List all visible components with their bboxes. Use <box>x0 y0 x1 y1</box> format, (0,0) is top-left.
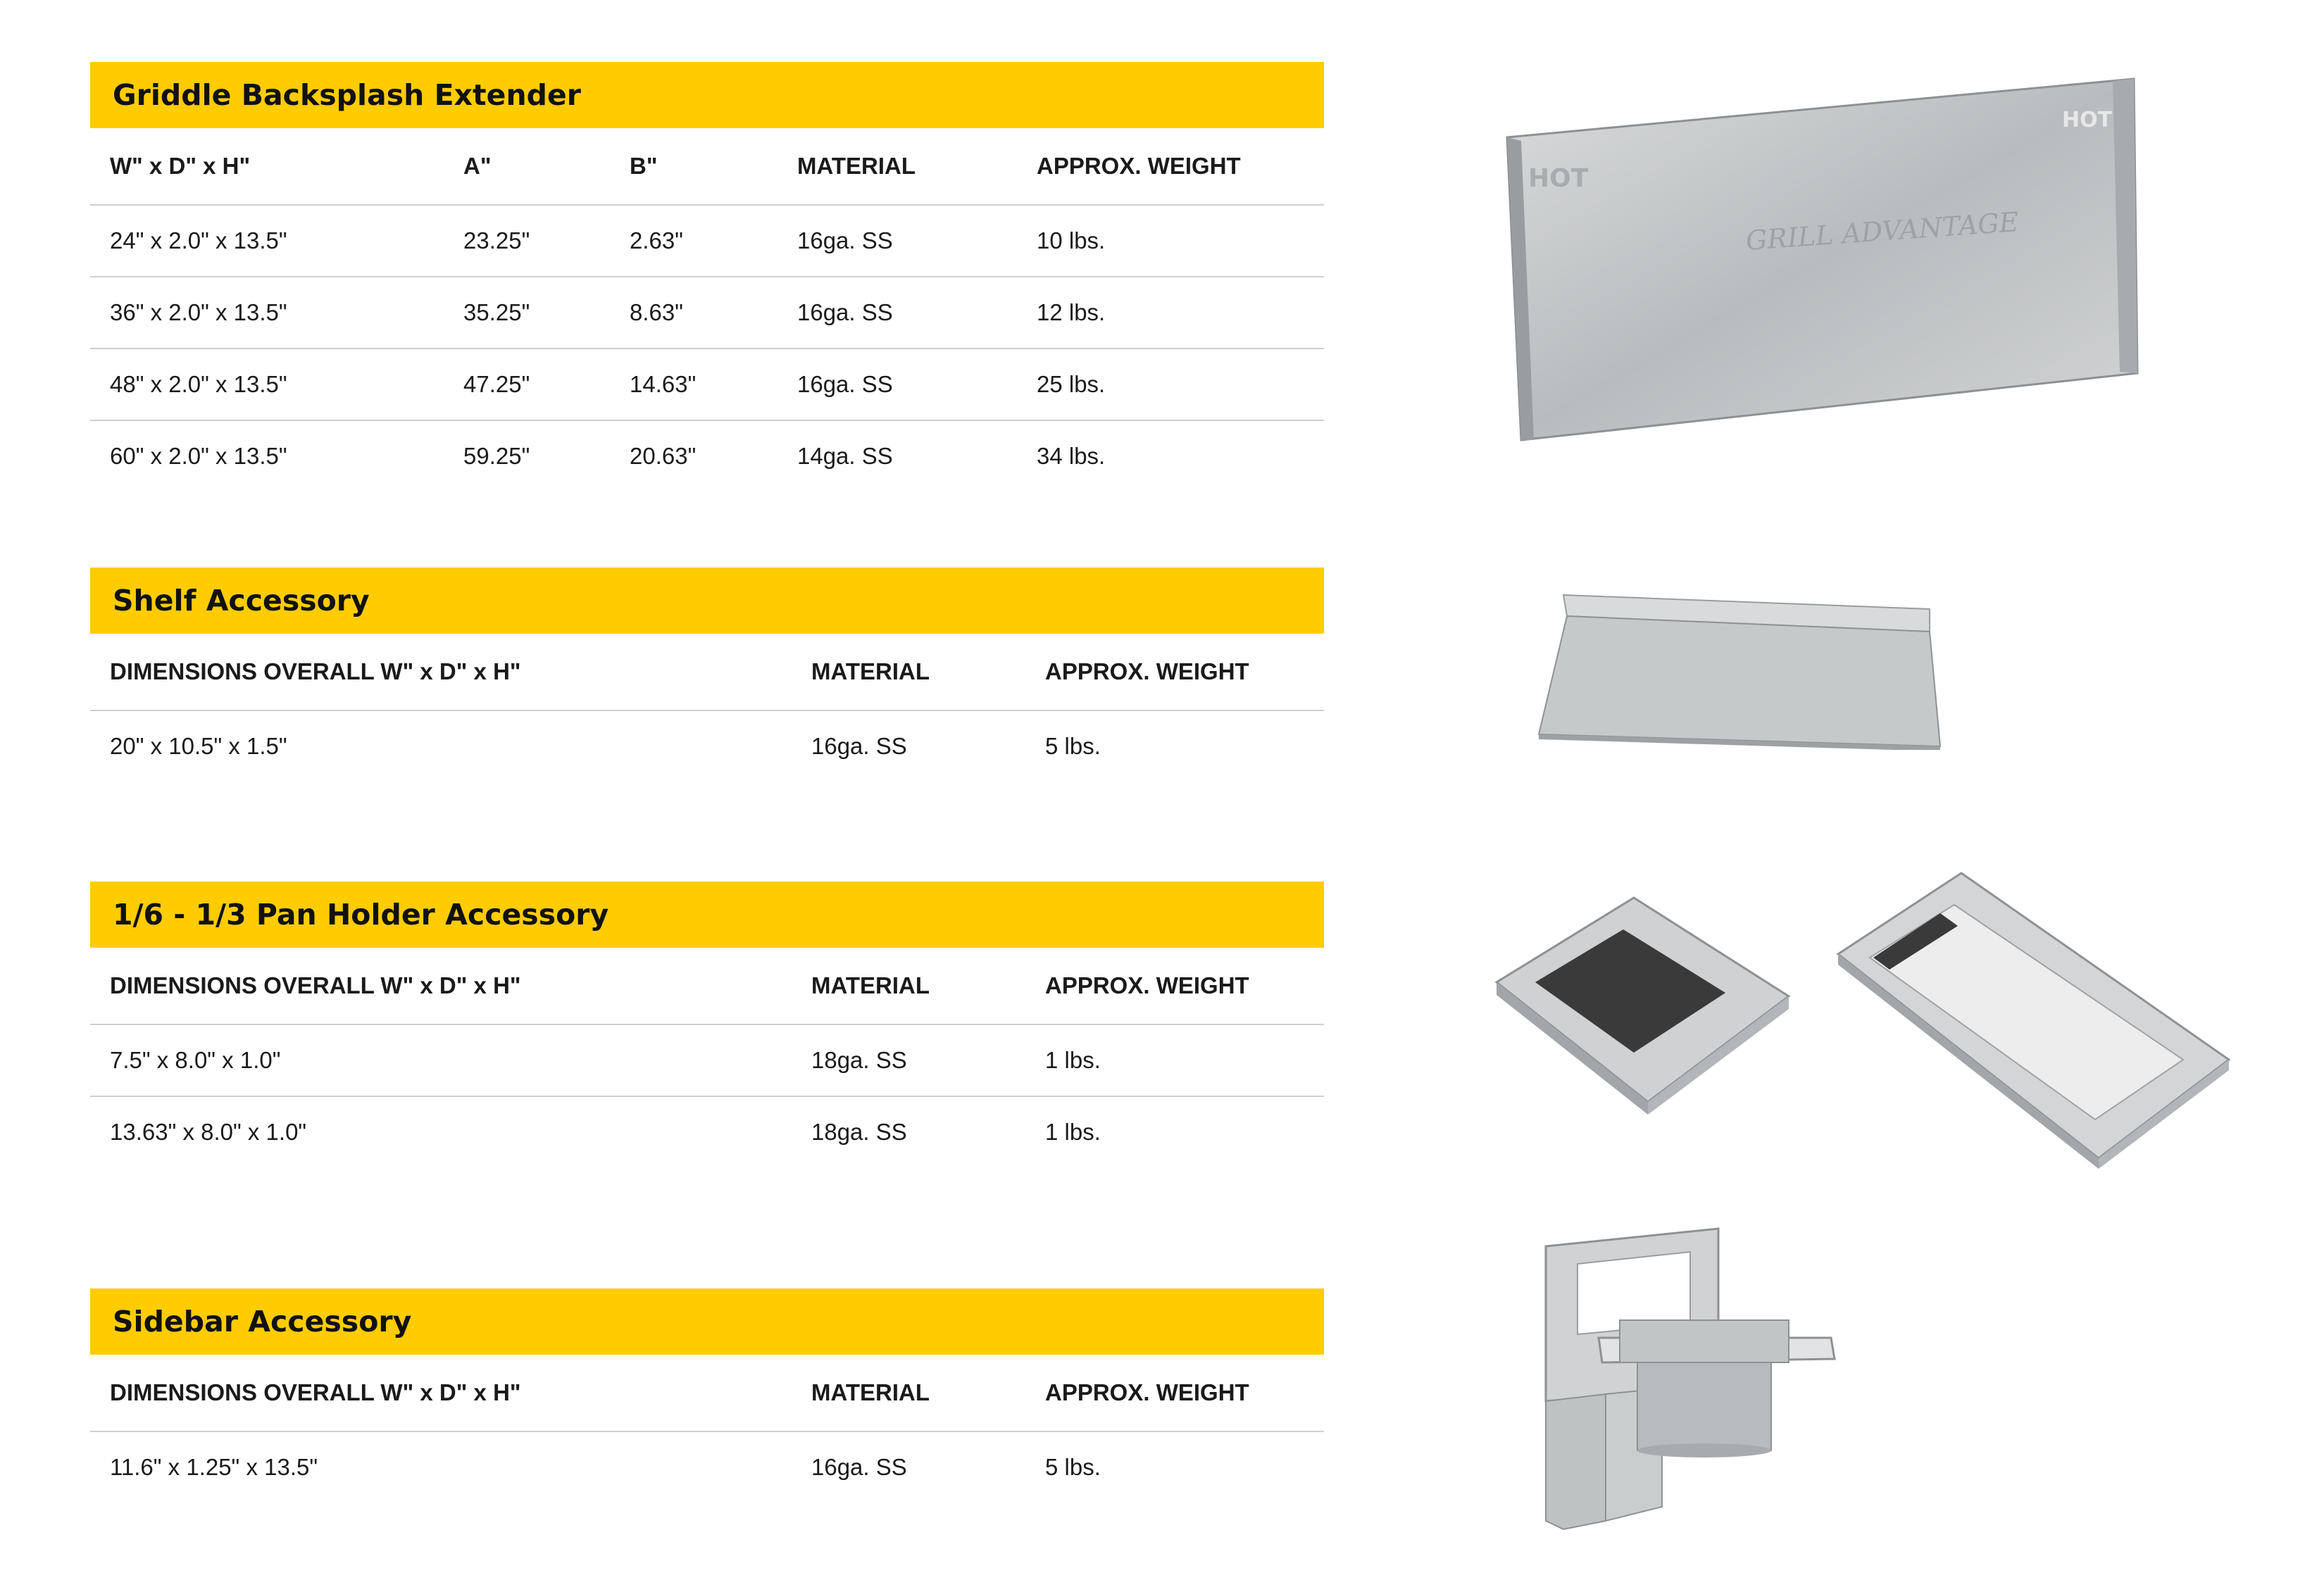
table-row <box>90 710 1324 782</box>
table-cell: 10 lbs. <box>1017 205 1324 277</box>
column-header: APPROX. WEIGHT <box>1025 948 1324 1024</box>
section-title: Shelf Accessory <box>90 568 1324 634</box>
column-header: W" x D" x H" <box>90 128 444 205</box>
table-cell: 25 lbs. <box>1017 349 1324 420</box>
backsplash-extender-image <box>1500 70 2148 444</box>
table-header-row <box>90 128 1324 205</box>
table-cell: 2.63" <box>610 205 777 277</box>
column-header: APPROX. WEIGHT <box>1025 634 1324 710</box>
table-cell: 47.25" <box>444 349 610 420</box>
table-cell: 16ga. SS <box>811 733 907 759</box>
table-cell: 16ga. SS <box>777 205 1017 277</box>
table-cell: 5 lbs. <box>1045 1454 1101 1480</box>
table-cell: 16ga. SS <box>777 349 1017 420</box>
shelf-accessory-image <box>1535 588 1944 750</box>
table-row <box>90 205 1324 277</box>
table-cell: 5 lbs. <box>1045 733 1101 759</box>
hot-label-left: HOT <box>1528 164 1589 193</box>
table-row <box>90 1431 1324 1503</box>
table-cell: 16ga. SS <box>811 1454 907 1480</box>
pan-holder-image-large <box>1835 870 2236 1169</box>
table-cell: 1 lbs. <box>1025 1024 1324 1096</box>
section-title: 1/6 - 1/3 Pan Holder Accessory <box>90 882 1324 948</box>
column-header: MATERIAL <box>777 128 1017 205</box>
column-header: DIMENSIONS OVERALL W" x D" x H" <box>90 948 792 1024</box>
column-header: MATERIAL <box>792 634 1025 710</box>
spec-table <box>90 634 1324 782</box>
section-title: Griddle Backsplash Extender <box>90 62 1324 128</box>
table-cell: 18ga. SS <box>811 1119 907 1145</box>
table-cell: 14.63" <box>610 349 777 420</box>
table-row <box>90 1024 1324 1096</box>
table-cell: 7.5" x 8.0" x 1.0" <box>90 1024 792 1096</box>
table-row <box>90 349 1324 420</box>
column-header: MATERIAL <box>792 948 1025 1024</box>
table-cell: 35.25" <box>444 277 610 349</box>
sidebar-accessory-image <box>1535 1225 1845 1535</box>
table-cell: 36" x 2.0" x 13.5" <box>90 277 444 349</box>
table-cell: 23.25" <box>444 205 610 277</box>
table-cell: 60" x 2.0" x 13.5" <box>110 443 287 469</box>
spec-table <box>90 128 1324 491</box>
table-cell: 34 lbs. <box>1037 443 1106 469</box>
table-row <box>90 277 1324 349</box>
column-header: DIMENSIONS OVERALL W" x D" x H" <box>90 1355 792 1431</box>
table-header-row <box>90 634 1324 710</box>
column-header: B" <box>610 128 777 205</box>
table-cell: 59.25" <box>463 443 530 469</box>
section-sidebar-accessory <box>90 1289 1324 1503</box>
brand-logo: GRILL ADVANTAGE <box>1744 206 2020 256</box>
section-shelf-accessory <box>90 568 1324 782</box>
pan-holder-image-small <box>1493 891 1803 1116</box>
table-row <box>90 1096 1324 1167</box>
hot-label-right: HOT <box>2062 108 2113 132</box>
table-cell: 16ga. SS <box>777 277 1017 349</box>
column-header: MATERIAL <box>792 1355 1025 1431</box>
column-header: APPROX. WEIGHT <box>1017 128 1324 205</box>
table-cell: 48" x 2.0" x 13.5" <box>90 349 444 420</box>
table-cell: 1 lbs. <box>1045 1119 1101 1145</box>
table-cell: 20" x 10.5" x 1.5" <box>110 733 287 759</box>
spec-table <box>90 948 1324 1167</box>
section-title: Sidebar Accessory <box>90 1289 1324 1355</box>
table-row <box>90 420 1324 491</box>
column-header: DIMENSIONS OVERALL W" x D" x H" <box>90 634 792 710</box>
table-cell: 24" x 2.0" x 13.5" <box>90 205 444 277</box>
table-cell: 18ga. SS <box>792 1024 1025 1096</box>
table-cell: 12 lbs. <box>1017 277 1324 349</box>
table-header-row <box>90 948 1324 1024</box>
section-griddle-backsplash <box>90 62 1324 491</box>
table-cell: 11.6" x 1.25" x 13.5" <box>110 1454 318 1480</box>
spec-table <box>90 1355 1324 1503</box>
table-cell: 14ga. SS <box>797 443 893 469</box>
column-header: A" <box>444 128 610 205</box>
column-header: APPROX. WEIGHT <box>1025 1355 1324 1431</box>
table-cell: 8.63" <box>610 277 777 349</box>
table-cell: 13.63" x 8.0" x 1.0" <box>110 1119 307 1145</box>
table-cell: 20.63" <box>630 443 696 469</box>
table-header-row <box>90 1355 1324 1431</box>
section-pan-holder-accessory <box>90 882 1324 1167</box>
